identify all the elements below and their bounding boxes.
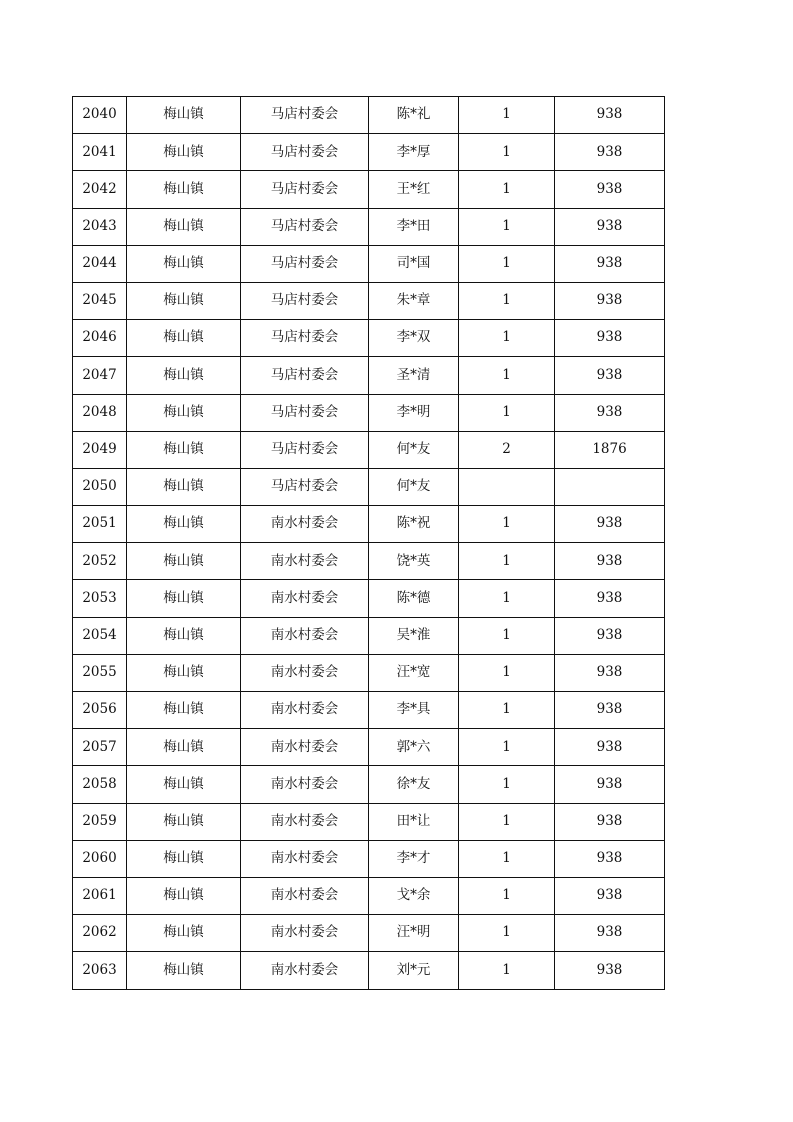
- cell-serial-number: 2062: [73, 915, 127, 952]
- cell-person-name: 汪*明: [369, 915, 459, 952]
- cell-person-name: 陈*德: [369, 580, 459, 617]
- cell-amount: 938: [555, 952, 665, 989]
- cell-village-committee: 马店村委会: [241, 468, 369, 505]
- cell-town: 梅山镇: [127, 840, 241, 877]
- cell-serial-number: 2060: [73, 840, 127, 877]
- cell-serial-number: 2047: [73, 357, 127, 394]
- cell-amount: 1876: [555, 431, 665, 468]
- cell-serial-number: 2057: [73, 729, 127, 766]
- cell-amount: 938: [555, 915, 665, 952]
- cell-amount: 938: [555, 357, 665, 394]
- cell-village-committee: 南水村委会: [241, 803, 369, 840]
- cell-village-committee: 马店村委会: [241, 394, 369, 431]
- cell-person-name: 何*友: [369, 468, 459, 505]
- cell-serial-number: 2043: [73, 208, 127, 245]
- cell-serial-number: 2059: [73, 803, 127, 840]
- cell-amount: 938: [555, 97, 665, 134]
- table-row: [73, 617, 665, 654]
- cell-count: 1: [459, 580, 555, 617]
- cell-amount: 938: [555, 245, 665, 282]
- cell-count: 1: [459, 506, 555, 543]
- cell-town: 梅山镇: [127, 208, 241, 245]
- cell-serial-number: 2048: [73, 394, 127, 431]
- cell-town: 梅山镇: [127, 952, 241, 989]
- table-row: [73, 692, 665, 729]
- cell-village-committee: 马店村委会: [241, 431, 369, 468]
- cell-village-committee: 南水村委会: [241, 952, 369, 989]
- cell-town: 梅山镇: [127, 134, 241, 171]
- cell-count: 1: [459, 171, 555, 208]
- cell-count: 1: [459, 394, 555, 431]
- cell-village-committee: 马店村委会: [241, 245, 369, 282]
- cell-village-committee: 南水村委会: [241, 877, 369, 914]
- cell-count: 1: [459, 729, 555, 766]
- table-row: [73, 245, 665, 282]
- table-row: [73, 357, 665, 394]
- cell-town: 梅山镇: [127, 282, 241, 319]
- cell-count: 1: [459, 282, 555, 319]
- cell-serial-number: 2051: [73, 506, 127, 543]
- table-row: [73, 171, 665, 208]
- cell-count: 1: [459, 134, 555, 171]
- cell-town: 梅山镇: [127, 357, 241, 394]
- cell-count: 1: [459, 692, 555, 729]
- cell-village-committee: 马店村委会: [241, 134, 369, 171]
- table-row: [73, 97, 665, 134]
- cell-count: 1: [459, 766, 555, 803]
- table-row: [73, 840, 665, 877]
- cell-village-committee: 马店村委会: [241, 320, 369, 357]
- cell-town: 梅山镇: [127, 729, 241, 766]
- cell-village-committee: 南水村委会: [241, 840, 369, 877]
- table-row: [73, 320, 665, 357]
- cell-count: 1: [459, 208, 555, 245]
- cell-person-name: 李*明: [369, 394, 459, 431]
- cell-count: 1: [459, 877, 555, 914]
- cell-serial-number: 2055: [73, 654, 127, 691]
- cell-person-name: 李*厚: [369, 134, 459, 171]
- cell-count: 1: [459, 803, 555, 840]
- cell-amount: [555, 468, 665, 505]
- cell-serial-number: 2041: [73, 134, 127, 171]
- table-row: [73, 654, 665, 691]
- cell-village-committee: 南水村委会: [241, 617, 369, 654]
- cell-amount: 938: [555, 543, 665, 580]
- cell-serial-number: 2044: [73, 245, 127, 282]
- cell-person-name: 李*才: [369, 840, 459, 877]
- cell-amount: 938: [555, 506, 665, 543]
- cell-village-committee: 马店村委会: [241, 357, 369, 394]
- cell-amount: 938: [555, 766, 665, 803]
- cell-town: 梅山镇: [127, 506, 241, 543]
- table-row: [73, 468, 665, 505]
- table-row: [73, 729, 665, 766]
- cell-amount: 938: [555, 171, 665, 208]
- cell-person-name: 何*友: [369, 431, 459, 468]
- cell-town: 梅山镇: [127, 766, 241, 803]
- cell-town: 梅山镇: [127, 654, 241, 691]
- cell-amount: 938: [555, 692, 665, 729]
- cell-amount: 938: [555, 282, 665, 319]
- cell-serial-number: 2056: [73, 692, 127, 729]
- cell-amount: 938: [555, 208, 665, 245]
- cell-town: 梅山镇: [127, 580, 241, 617]
- cell-amount: 938: [555, 729, 665, 766]
- cell-village-committee: 南水村委会: [241, 766, 369, 803]
- table-row: [73, 580, 665, 617]
- cell-person-name: 戈*余: [369, 877, 459, 914]
- cell-count: 1: [459, 952, 555, 989]
- cell-village-committee: 南水村委会: [241, 692, 369, 729]
- cell-town: 梅山镇: [127, 617, 241, 654]
- table-row: [73, 543, 665, 580]
- cell-serial-number: 2063: [73, 952, 127, 989]
- table-row: [73, 877, 665, 914]
- cell-village-committee: 南水村委会: [241, 654, 369, 691]
- cell-count: 1: [459, 320, 555, 357]
- table-row: [73, 282, 665, 319]
- cell-serial-number: 2052: [73, 543, 127, 580]
- cell-person-name: 圣*清: [369, 357, 459, 394]
- cell-serial-number: 2050: [73, 468, 127, 505]
- cell-count: 1: [459, 97, 555, 134]
- cell-village-committee: 南水村委会: [241, 580, 369, 617]
- table-row: [73, 803, 665, 840]
- cell-village-committee: 马店村委会: [241, 171, 369, 208]
- cell-town: 梅山镇: [127, 468, 241, 505]
- cell-serial-number: 2040: [73, 97, 127, 134]
- cell-count: [459, 468, 555, 505]
- cell-town: 梅山镇: [127, 245, 241, 282]
- cell-amount: 938: [555, 617, 665, 654]
- table-row: [73, 431, 665, 468]
- cell-person-name: 王*红: [369, 171, 459, 208]
- cell-count: 1: [459, 543, 555, 580]
- cell-village-committee: 南水村委会: [241, 729, 369, 766]
- table-row: [73, 915, 665, 952]
- cell-amount: 938: [555, 654, 665, 691]
- cell-serial-number: 2061: [73, 877, 127, 914]
- cell-count: 2: [459, 431, 555, 468]
- cell-village-committee: 南水村委会: [241, 506, 369, 543]
- roster-table-body: [73, 97, 665, 990]
- cell-serial-number: 2042: [73, 171, 127, 208]
- cell-serial-number: 2045: [73, 282, 127, 319]
- cell-person-name: 陈*礼: [369, 97, 459, 134]
- cell-serial-number: 2054: [73, 617, 127, 654]
- cell-person-name: 郭*六: [369, 729, 459, 766]
- cell-serial-number: 2058: [73, 766, 127, 803]
- cell-town: 梅山镇: [127, 915, 241, 952]
- cell-count: 1: [459, 840, 555, 877]
- cell-count: 1: [459, 617, 555, 654]
- cell-person-name: 司*国: [369, 245, 459, 282]
- cell-serial-number: 2049: [73, 431, 127, 468]
- cell-village-committee: 马店村委会: [241, 97, 369, 134]
- cell-town: 梅山镇: [127, 692, 241, 729]
- cell-person-name: 汪*宽: [369, 654, 459, 691]
- cell-count: 1: [459, 245, 555, 282]
- cell-village-committee: 马店村委会: [241, 282, 369, 319]
- cell-person-name: 刘*元: [369, 952, 459, 989]
- cell-town: 梅山镇: [127, 877, 241, 914]
- cell-town: 梅山镇: [127, 320, 241, 357]
- cell-amount: 938: [555, 580, 665, 617]
- cell-amount: 938: [555, 320, 665, 357]
- cell-amount: 938: [555, 877, 665, 914]
- cell-person-name: 徐*友: [369, 766, 459, 803]
- table-row: [73, 952, 665, 989]
- cell-amount: 938: [555, 134, 665, 171]
- cell-person-name: 陈*祝: [369, 506, 459, 543]
- table-row: [73, 766, 665, 803]
- cell-village-committee: 南水村委会: [241, 915, 369, 952]
- cell-town: 梅山镇: [127, 171, 241, 208]
- cell-count: 1: [459, 915, 555, 952]
- cell-amount: 938: [555, 803, 665, 840]
- cell-village-committee: 南水村委会: [241, 543, 369, 580]
- cell-person-name: 李*双: [369, 320, 459, 357]
- cell-count: 1: [459, 357, 555, 394]
- table-row: [73, 208, 665, 245]
- table-row: [73, 394, 665, 431]
- cell-person-name: 吴*淮: [369, 617, 459, 654]
- table-row: [73, 134, 665, 171]
- cell-serial-number: 2046: [73, 320, 127, 357]
- roster-table: [72, 96, 665, 990]
- cell-person-name: 李*具: [369, 692, 459, 729]
- cell-person-name: 饶*英: [369, 543, 459, 580]
- cell-amount: 938: [555, 394, 665, 431]
- cell-town: 梅山镇: [127, 97, 241, 134]
- cell-town: 梅山镇: [127, 394, 241, 431]
- cell-serial-number: 2053: [73, 580, 127, 617]
- cell-village-committee: 马店村委会: [241, 208, 369, 245]
- cell-town: 梅山镇: [127, 431, 241, 468]
- cell-person-name: 朱*章: [369, 282, 459, 319]
- cell-town: 梅山镇: [127, 543, 241, 580]
- cell-count: 1: [459, 654, 555, 691]
- cell-person-name: 田*让: [369, 803, 459, 840]
- cell-person-name: 李*田: [369, 208, 459, 245]
- cell-town: 梅山镇: [127, 803, 241, 840]
- table-row: [73, 506, 665, 543]
- cell-amount: 938: [555, 840, 665, 877]
